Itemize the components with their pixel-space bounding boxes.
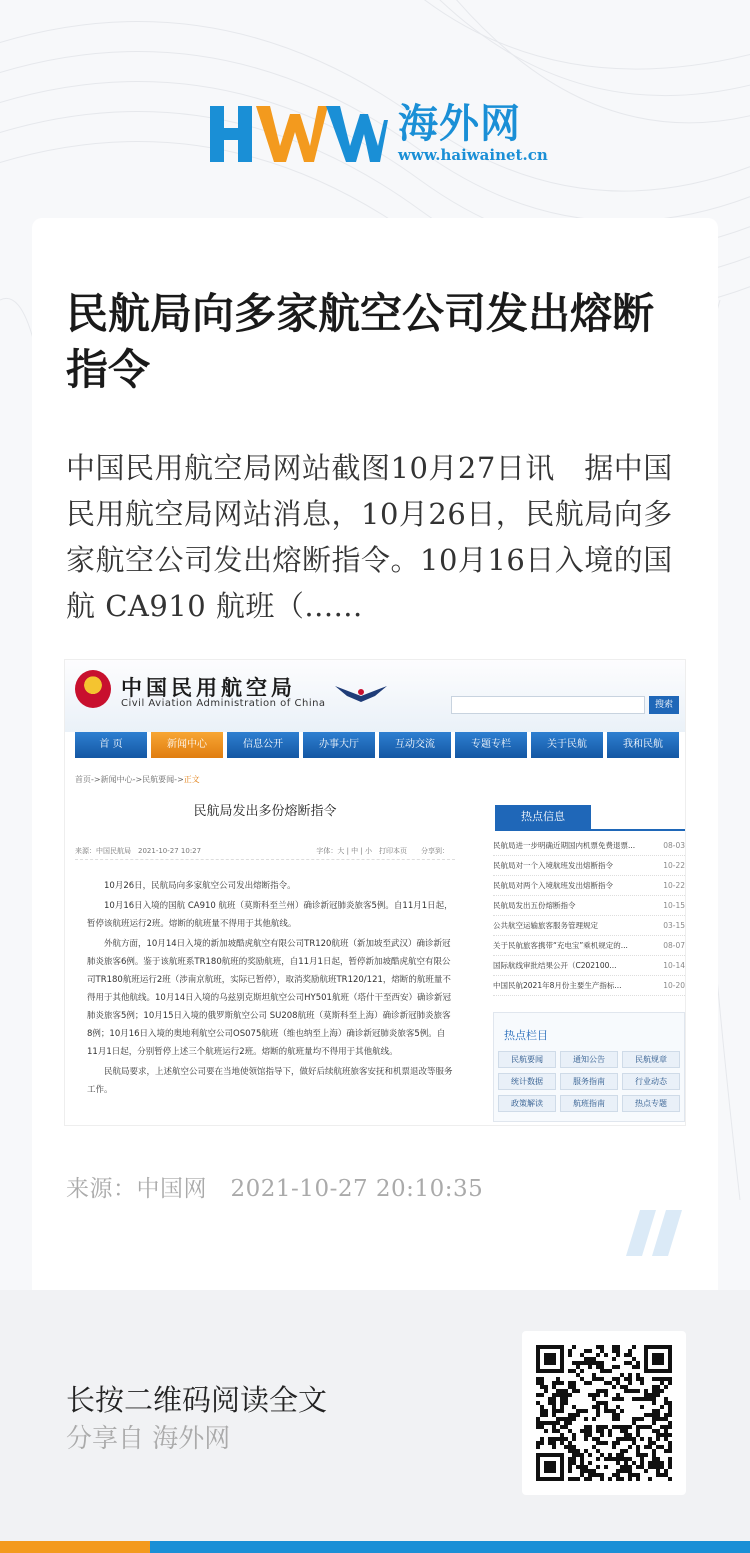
shot-paragraph: 10月26日，民航局向多家航空公司发出熔断指令。 — [104, 881, 296, 891]
caac-wings-icon — [335, 682, 387, 704]
column-button[interactable]: 航班指南 — [560, 1095, 618, 1112]
hot-list-item[interactable]: 公共航空运输旅客服务管理规定 03-15 — [493, 916, 685, 936]
column-button[interactable]: 服务指南 — [560, 1073, 618, 1090]
shot-paragraph: 外航方面，10月14日入境的新加坡酷虎航空有限公司TR120航班（新加坡至武汉）确诊新冠肺炎旅客6例。鉴于该航班系TR180航班的奖励航班，自11月1日起，暂停新加坡酷虎航空有限公司TR180航班运行2班（涉南京航班，实际已暂停），取消奖励航班TR120/121，熔断的航班量不得用于其他航线。10月14日入境的乌兹别克斯坦航空公司HY501航班（塔什干至西安）确诊新冠肺炎旅客5例；10月15日入境的俄罗斯航空公司 SU208航班（莫斯科至上海）确诊新冠肺炎旅客8例；10月16日入境的奥地利航空公司OS075航班（维也纳至上海）确诊新冠肺炎旅客5例。自11月1日起，分别暂停上述三个航班运行2班。熔断的航班量均不得用于其他航线。 — [87, 939, 451, 1057]
caac-name-cn: 中国民用航空局 — [121, 676, 296, 700]
breadcrumb — [75, 774, 200, 785]
caac-name-en: Civil Aviation Administration of China — [121, 698, 326, 709]
footer-accent-blue — [150, 1541, 750, 1553]
column-button[interactable]: 通知公告 — [560, 1051, 618, 1068]
nav-interaction[interactable]: 互动交流 — [379, 732, 451, 758]
logo-url: www.haiwainet.cn — [398, 146, 548, 164]
hot-list-item[interactable]: 民航局对两个入境航班发出熔断指令 10-22 — [493, 876, 685, 896]
hot-info-tab[interactable]: 热点信息 — [495, 805, 591, 829]
decorative-slashes-icon — [626, 1210, 686, 1256]
caac-header — [65, 660, 686, 732]
nav-me-and-caac[interactable]: 我和民航 — [607, 732, 679, 758]
column-button[interactable]: 政策解读 — [498, 1095, 556, 1112]
hot-list-item[interactable]: 民航局进一步明确近期国内机票免费退票... 08-03 — [493, 836, 685, 856]
breadcrumb-path[interactable]: 首页->新闻中心->民航要闻-> — [75, 775, 184, 784]
shot-source: 来源：中国民航局 2021-10-27 10:27 — [75, 847, 202, 855]
caac-website-screenshot — [64, 659, 686, 1126]
hot-list — [493, 836, 685, 996]
hot-list-item[interactable]: 中国民航2021年8月份主要生产指标... 10-20 — [493, 976, 685, 996]
hot-list-item[interactable]: 民航局发出五份熔断指令 10-15 — [493, 896, 685, 916]
column-button[interactable]: 民航规章 — [622, 1051, 680, 1068]
hot-columns-box — [493, 1012, 685, 1122]
hot-divider — [495, 829, 685, 831]
share-from-label: 分享自 海外网 — [66, 1424, 231, 1454]
hot-list-item[interactable]: 国际航线审批结果公开（C202100... 10-14 — [493, 956, 685, 976]
hot-list-item[interactable]: 民航局对一个入境航班发出熔断指令 10-22 — [493, 856, 685, 876]
article-source-line: 来源：中国网 2021-10-27 20:10:35 — [66, 1176, 484, 1202]
hot-columns-title: 热点栏目 — [504, 1029, 548, 1042]
shot-tools[interactable]: 字体：大 | 中 | 小 打印本页 分享到： — [316, 847, 449, 855]
logo-chinese-name: 海外网 — [398, 100, 521, 147]
column-button[interactable]: 热点专题 — [622, 1095, 680, 1112]
caac-nav — [75, 732, 679, 758]
nav-topics[interactable]: 专题专栏 — [455, 732, 527, 758]
national-emblem-icon — [75, 670, 111, 708]
column-button[interactable]: 统计数据 — [498, 1073, 556, 1090]
shot-meta-row — [75, 844, 455, 860]
nav-about[interactable]: 关于民航 — [531, 732, 603, 758]
longpress-hint: 长按二维码阅读全文 — [66, 1383, 328, 1417]
article-summary: 中国民用航空局网站截图10月27日讯 据中国民用航空局网站消息，10月26日，民航局向多家航空公司发出熔断指令。10月16日入境的国航 CA910 航班（...... — [66, 451, 673, 623]
nav-service-hall[interactable]: 办事大厅 — [303, 732, 375, 758]
column-button[interactable]: 民航要闻 — [498, 1051, 556, 1068]
breadcrumb-current: 正文 — [183, 775, 200, 784]
hww-logo-mark — [208, 100, 388, 164]
hot-list-item[interactable]: 关于民航旅客携带“充电宝”乘机规定的... 08-07 — [493, 936, 685, 956]
qr-code[interactable] — [522, 1331, 686, 1495]
shot-paragraph: 民航局要求，上述航空公司要在当地使领馆指导下，做好后续航班旅客安抚和机票退改等服务工作。 — [87, 1067, 453, 1095]
shot-article-body — [87, 877, 455, 1101]
nav-home[interactable]: 首 页 — [75, 732, 147, 758]
caac-search-button[interactable]: 搜索 — [649, 696, 679, 714]
shot-paragraph: 10月16日入境的国航 CA910 航班（莫斯科至兰州）确诊新冠肺炎旅客5例。自11月1日起，暂停该航班运行2班。熔断的航班量不得用于其他航线。 — [87, 901, 453, 929]
footer-accent-orange — [0, 1541, 150, 1553]
nav-info-public[interactable]: 信息公开 — [227, 732, 299, 758]
article-title: 民航局向多家航空公司发出熔断指令 — [66, 289, 655, 394]
qr-code-icon — [536, 1345, 672, 1481]
column-button[interactable]: 行业动态 — [622, 1073, 680, 1090]
haiwainet-logo — [208, 100, 548, 168]
nav-news-center[interactable]: 新闻中心 — [151, 732, 223, 758]
shot-article-title: 民航局发出多份熔断指令 — [193, 804, 337, 819]
caac-search-input[interactable] — [451, 696, 645, 714]
